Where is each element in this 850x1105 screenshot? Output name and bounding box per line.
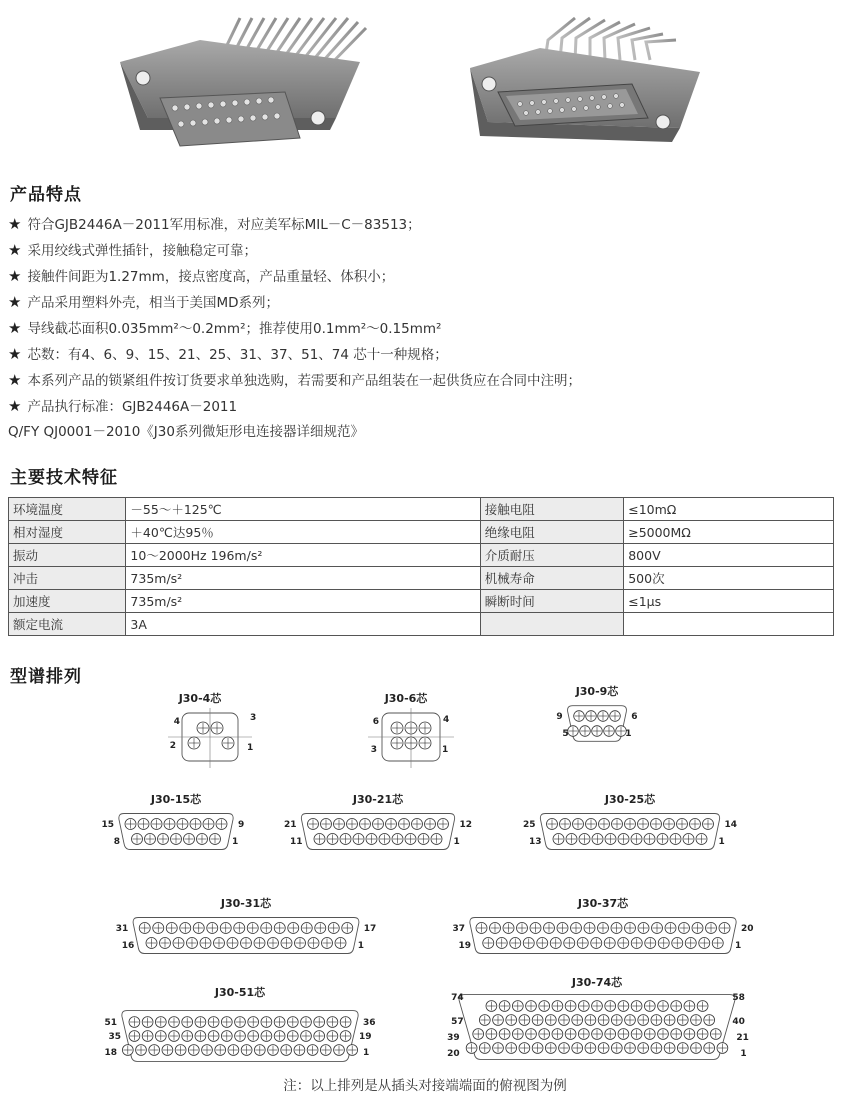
pin-number-label: 18 [104,1048,117,1058]
connector-diagram [447,975,749,1059]
connector-name: J30-25芯 [604,793,656,806]
star-icon: ★ [8,397,22,415]
pin-number-label: 12 [459,820,473,830]
connector-diagram [116,896,377,954]
pin-number-label: 36 [363,1018,376,1028]
connector-name: J30-4芯 [178,692,222,705]
connector-photo-right [470,18,700,142]
spec-value: 735m/s² [126,567,480,590]
star-icon: ★ [8,267,22,285]
pin-number-label: 3 [250,713,257,723]
pin-number-label: 17 [363,924,377,934]
star-icon: ★ [8,345,22,363]
star-icon: ★ [8,215,22,233]
pin-number-label: 31 [115,924,129,934]
feature-text: 接触件间距为1.27mm，接点密度高，产品重量轻、体积小； [27,269,395,285]
feature-text: 产品执行标准：GJB2446A－2011 [27,399,238,415]
pin-number-label: 51 [104,1018,117,1028]
pin-number-label: 1 [718,837,725,847]
pin-number-label: 1 [453,837,460,847]
feature-item [8,239,257,259]
spec-table [8,497,834,636]
spec-value: 3A [126,613,480,636]
pin-number-label: 1 [740,1049,747,1059]
connector-diagram [104,985,375,1061]
table-row [9,544,834,567]
connector-name: J30-51芯 [214,986,266,999]
pin-number-label: 1 [247,743,254,753]
connector-diagram [284,792,472,850]
specs-title: 主要技术特征 [10,468,118,488]
pin-number-label: 74 [451,993,464,1003]
spec-key: 额定电流 [9,613,126,636]
feature-item [8,213,421,233]
pin-number-label: 20 [447,1049,460,1059]
pin-number-label: 21 [736,1033,749,1043]
spec-value: 735m/s² [126,590,480,613]
feature-text: 芯数：有4、6、9、15、21、25、31、37、51、74 芯十一种规格； [27,347,448,363]
pin-number-label: 6 [372,717,379,727]
table-row [9,498,834,521]
star-icon: ★ [8,371,22,389]
pin-number-label: 1 [357,941,365,951]
spec-value: ＋40℃达95％ [126,521,480,544]
connector-name: J30-31芯 [220,897,272,910]
spec-key: 相对湿度 [9,521,126,544]
pin-number-label: 37 [452,924,465,934]
spec-key: 加速度 [9,590,126,613]
feature-item [8,317,441,337]
feature-item [8,343,448,363]
spec-key: 冲击 [9,567,126,590]
pin-number-label: 8 [113,837,120,847]
product-photos [0,0,850,165]
pin-number-label: 3 [370,745,377,755]
spec-value: 800V [624,544,834,567]
connector-diagram [101,792,244,850]
table-row [9,613,834,636]
spec-value [624,613,834,636]
reference-standard: Q/FY QJ0001－2010《J30系列微矩形电连接器详细规范》 [8,424,364,440]
feature-item [8,369,581,389]
spec-key: 介质耐压 [480,544,624,567]
connector-name: J30-15芯 [150,793,202,806]
spec-key: 瞬断时间 [480,590,624,613]
pin-number-label: 2 [169,741,176,751]
pin-number-label: 21 [283,820,297,830]
pin-number-label: 1 [442,745,449,755]
feature-text: 采用绞线式弹性插针，接触稳定可靠； [27,243,257,259]
pin-number-label: 16 [121,941,135,951]
connector-diagram [168,691,256,768]
table-row [9,521,834,544]
feature-item [8,265,394,285]
pin-number-label: 40 [732,1017,745,1027]
feature-text: 产品采用塑料外壳，相当于美国MD系列； [27,295,279,311]
connector-diagram [523,792,737,850]
spec-key: 振动 [9,544,126,567]
feature-text: 符合GJB2446A－2011军用标准，对应美军标MIL－C－83513； [27,217,421,233]
pin-number-label: 1 [232,837,239,847]
layout-note: 注：以上排列是从插头对接端端面的俯视图为例 [283,1078,567,1094]
connector-name: J30-9芯 [575,685,619,698]
pin-number-label: 57 [451,1017,464,1027]
star-icon: ★ [8,319,22,337]
spec-key [480,613,624,636]
spec-key: 绝缘电阻 [480,521,624,544]
feature-item [8,291,279,311]
feature-item [8,395,237,415]
spec-value: ≤1μs [624,590,834,613]
pin-number-label: 4 [173,717,180,727]
pin-number-label: 5 [562,729,569,739]
spec-value: ≥5000MΩ [624,521,834,544]
pin-number-label: 9 [238,820,245,830]
pin-number-label: 58 [732,993,745,1003]
feature-text: 本系列产品的锁紧组件按订货要求单独选购，若需要和产品组装在一起供货应在合同中注明； [27,373,581,389]
pin-number-label: 19 [458,941,471,951]
pin-number-label: 39 [447,1033,460,1043]
pin-number-label: 35 [108,1032,121,1042]
pin-number-label: 25 [522,820,536,830]
pin-layout-diagrams [0,680,850,1100]
connector-name: J30-74芯 [571,976,623,989]
spec-key: 接触电阻 [480,498,624,521]
spec-key: 机械寿命 [480,567,624,590]
star-icon: ★ [8,241,22,259]
spec-value: 500次 [624,567,834,590]
table-row [9,567,834,590]
pin-number-label: 19 [359,1032,372,1042]
table-row [9,590,834,613]
star-icon: ★ [8,293,22,311]
layout-title: 型谱排列 [10,667,82,687]
spec-key: 环境温度 [9,498,126,521]
pin-number-label: 13 [528,837,542,847]
connector-photo-left [120,18,366,146]
pin-number-label: 11 [289,837,303,847]
pin-number-label: 9 [556,712,563,722]
pin-number-label: 6 [631,712,638,722]
features-title: 产品特点 [10,185,82,205]
pin-number-label: 20 [741,924,754,934]
connector-name: J30-37芯 [577,897,629,910]
pin-number-label: 4 [443,715,450,725]
pin-number-label: 1 [625,729,632,739]
connector-name: J30-21芯 [352,793,404,806]
connector-diagram [556,684,637,741]
spec-value: －55～＋125℃ [126,498,480,521]
pin-number-label: 1 [735,941,742,951]
feature-text: 导线截芯面积0.035mm²～0.2mm²；推荐使用0.1mm²～0.15mm² [27,321,442,337]
spec-value: 10～2000Hz 196m/s² [126,544,480,567]
connector-name: J30-6芯 [384,692,428,705]
pin-number-label: 15 [101,820,114,830]
connector-diagram [368,691,454,768]
spec-value: ≤10mΩ [624,498,834,521]
connector-diagram [452,896,753,954]
pin-number-label: 1 [363,1048,370,1058]
pin-number-label: 14 [724,820,738,830]
